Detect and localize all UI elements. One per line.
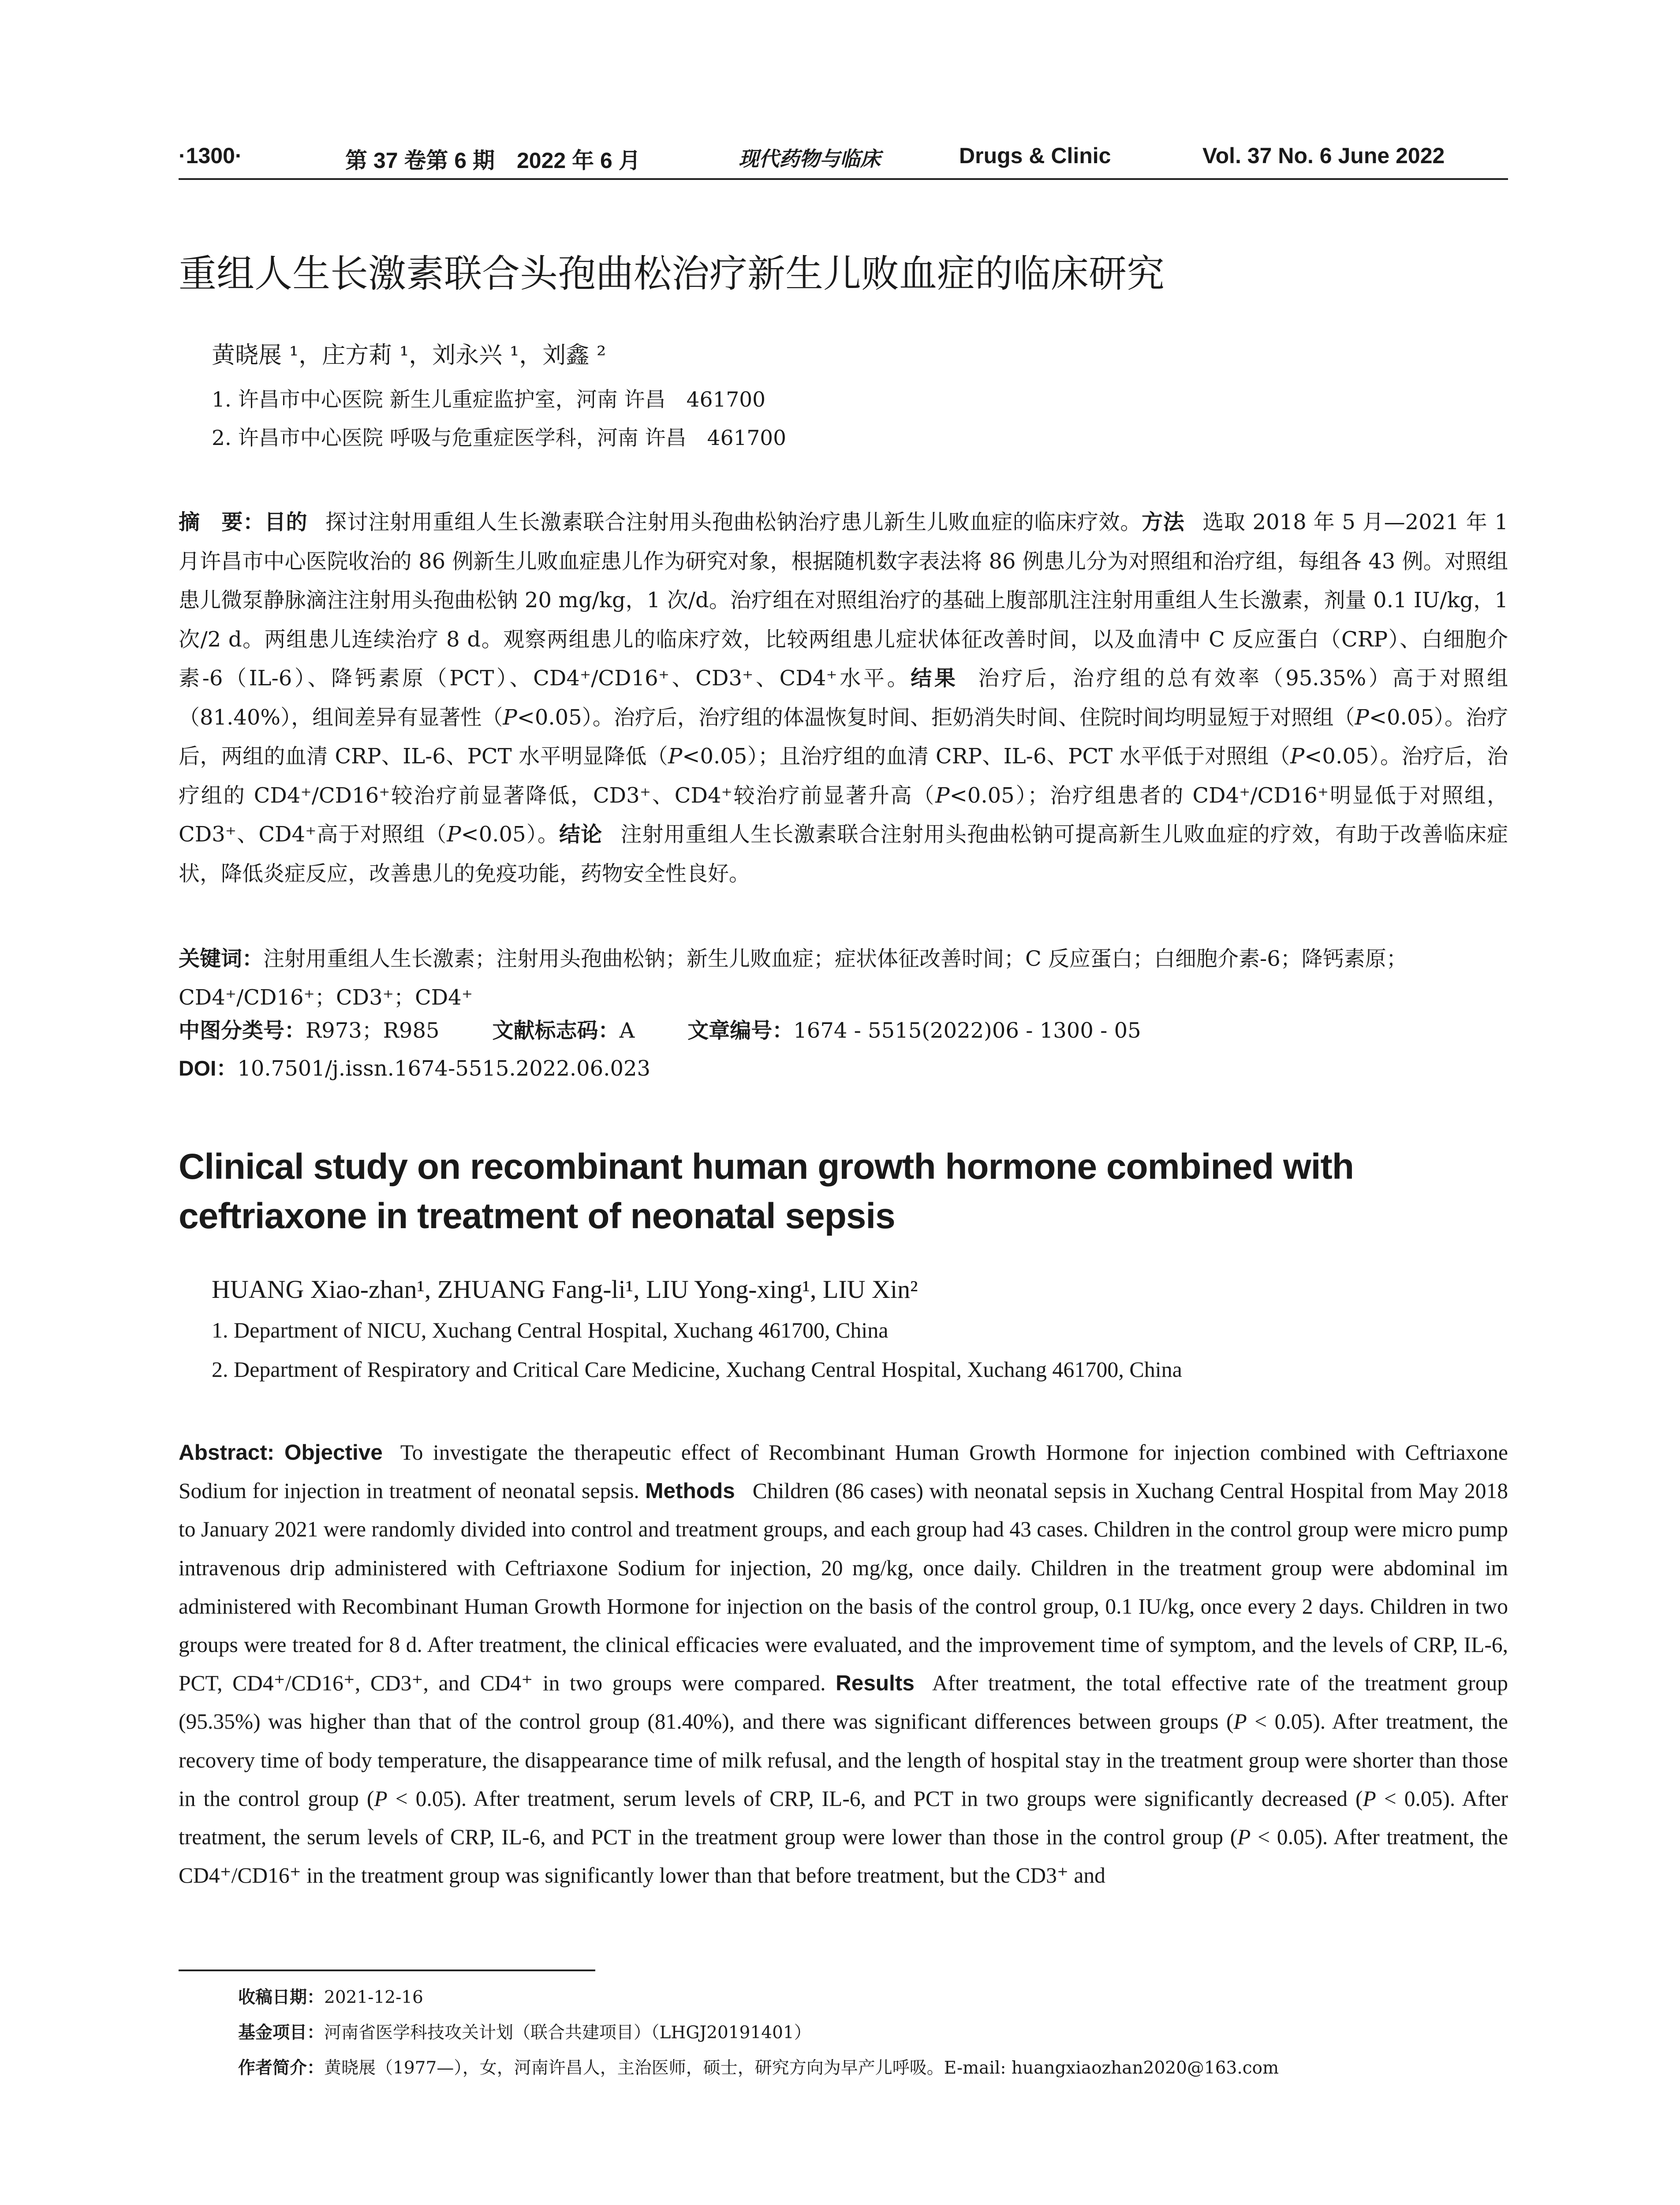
author-list-cn: 黄晓展 ¹，庄方莉 ¹，刘永兴 ¹，刘鑫 ² xyxy=(212,342,606,369)
keywords-label-cn: 关键词： xyxy=(179,946,264,971)
footnote-divider xyxy=(179,1970,595,1971)
article-number-label: 文章编号： xyxy=(687,1018,794,1043)
abstract-en xyxy=(179,1433,1508,1895)
methods-label-en: Methods xyxy=(645,1479,735,1503)
article-title-cn: 重组人生长激素联合头孢曲松治疗新生儿败血症的临床研究 xyxy=(179,252,1165,296)
issue-info-cn: 第 37 卷第 6 期 2022 年 6 月 xyxy=(345,148,641,173)
methods-text-cn: 选取 2018 年 5 月—2021 年 1 月许昌市中心医院收治的 86 例新生儿败血症患儿作为研究对象，根据随机数字表法将 86 例患儿分为对照组和治疗组，每组各 43 例。对照组患儿微泵静脉滴注注射用头孢曲松钠 20 mg/kg，1 次/d。治疗组在对照组治疗的基础上腹部肌注注射用重组人生长激素，剂量 0.1 IU/kg，1 次/2 d。两组患儿连续治疗 8 d。观察两组患儿的临床疗效，比较两组患儿症状体征改善时间，以及血清中 C 反应蛋白（CRP）、白细胞介素-6（IL-6）、降钙素原（PCT）、CD4⁺/CD16⁺、CD3⁺、CD4⁺水平。 xyxy=(179,510,1508,691)
doi-line xyxy=(179,1053,650,1084)
results-text-cn: 治疗后，治疗组的总有效率（95.35%）高于对照组（81.40%），组间差异有显著性（P<0.05）。治疗后，治疗组的体温恢复时间、拒奶消失时间、住院时间均明显短于对照组（P<0.05）。治疗后，两组的血清 CRP、IL-6、PCT 水平明显降低（P<0.05）；且治疗组的血清 CRP、IL-6、PCT 水平低于对照组（P<0.05）。治疗后，治疗组的 CD4⁺/CD16⁺较治疗前显著降低，CD3⁺、CD4⁺较治疗前显著升高（P<0.05）；治疗组患者的 CD4⁺/CD16⁺明显低于对照组，CD3⁺、CD4⁺高于对照组（P<0.05）。 xyxy=(179,666,1508,847)
issue-info-en: Vol. 37 No. 6 June 2022 xyxy=(1202,143,1445,168)
abstract-cn xyxy=(179,503,1508,893)
doc-code-label: 文献标志码： xyxy=(492,1018,620,1043)
doc-code-value: A xyxy=(619,1018,635,1043)
affiliation-en-1: 1. Department of NICU, Xuchang Central Hospital, Xuchang 461700, China xyxy=(212,1318,889,1342)
footnote-author-bio: 作者简介：黄晓展（1977—），女，河南许昌人，主治医师，硕士，研究方向为早产儿呼吸。E-mail: huangxiaozhan2020@163.com xyxy=(238,2058,1279,2078)
clc-label: 中图分类号： xyxy=(179,1018,306,1043)
doi-value: 10.7501/j.issn.1674-5515.2022.06.023 xyxy=(237,1056,651,1081)
journal-name-en: Drugs & Clinic xyxy=(959,143,1111,168)
article-title-en: Clinical study on recombinant human growth hormone combined with ceftriaxone in treatment of neonatal sepsis xyxy=(179,1147,1354,1236)
article-number-value: 1674 - 5515(2022)06 - 1300 - 05 xyxy=(793,1018,1141,1043)
methods-text-en: Children (86 cases) with neonatal sepsis in Xuchang Central Hospital from May 2018 to January 2021 were randomly divided into control and treatment groups, and each group had 43 cases. Children in the control group were micro pump intravenous drip administered with Ceftriaxone Sodium for injection, 20 mg/kg, once daily. Children in the treatment group were abdominal im administered with Recombinant Human Growth Hormone for injection on the basis of the control group, 0.1 IU/kg, once every 2 days. Children in two groups were treated for 8 d. After treatment, the clinical efficacies were evaluated, and the improvement time of symptom, and the levels of CRP, IL-6, PCT, CD4⁺/CD16⁺, CD3⁺, and CD4⁺ in two groups were compared. xyxy=(179,1479,1508,1696)
affiliation-cn-1: 1. 许昌市中心医院 新生儿重症监护室，河南 许昌 461700 xyxy=(212,388,766,412)
methods-label-cn: 方法 xyxy=(1142,510,1185,534)
objective-label-cn: 目的 xyxy=(264,510,308,534)
abstract-label-en: Abstract: xyxy=(179,1440,275,1465)
author-list-en: HUANG Xiao-zhan¹, ZHUANG Fang-li¹, LIU Yong-xing¹, LIU Xin² xyxy=(212,1275,918,1304)
page-number: ·1300· xyxy=(179,143,243,168)
abstract-label-cn: 摘 要： xyxy=(179,510,265,534)
footnote-funding: 基金项目：河南省医学科技攻关计划（联合共建项目）（LHGJ20191401） xyxy=(238,2023,811,2043)
doi-label: DOI： xyxy=(179,1057,238,1080)
clc-value: R973；R985 xyxy=(306,1018,440,1043)
footnote-received: 收稿日期：2021-12-16 xyxy=(238,1988,423,2007)
running-header xyxy=(179,140,1508,180)
results-label-en: Results xyxy=(836,1671,915,1696)
keywords-text-cn: 注射用重组人生长激素；注射用头孢曲松钠；新生儿败血症；症状体征改善时间；C 反应蛋白；白细胞介素-6；降钙素原；CD4⁺/CD16⁺；CD3⁺；CD4⁺ xyxy=(179,946,1407,1010)
classification-line xyxy=(179,1015,1141,1046)
results-text-en: After treatment, the total effective rate of the treatment group (95.35%) was higher than that of the control group (81.40%), and there was significant differences between groups (P < 0.05). After treatment, the recovery time of body temperature, the disappearance time of milk refusal, and the length of hospital stay in the treatment group were shorter than those in the control group (P < 0.05). After treatment, serum levels of CRP, IL-6, and PCT in two groups were significantly decreased (P < 0.05). After treatment, the serum levels of CRP, IL-6, and PCT in the treatment group were lower than those in the control group (P < 0.05). After treatment, the CD4⁺/CD16⁺ in the treatment group was significantly lower than that before treatment, but the CD3⁺ and xyxy=(179,1671,1508,1888)
conclusion-text-cn: 注射用重组人生长激素联合注射用头孢曲松钠可提高新生儿败血症的疗效，有助于改善临床症状，降低炎症反应，改善患儿的免疫功能，药物安全性良好。 xyxy=(179,822,1508,886)
results-label-cn: 结果 xyxy=(911,666,958,691)
objective-label-en: Objective xyxy=(284,1440,383,1465)
objective-text-en: To investigate the therapeutic effect of Recombinant Human Growth Hormone for injection combined with Ceftriaxone Sodium for injection in treatment of neonatal sepsis. xyxy=(179,1440,1508,1503)
journal-name-cn: 现代药物与临床 xyxy=(739,147,881,171)
objective-text-cn: 探讨注射用重组人生长激素联合注射用头孢曲松钠治疗患儿新生儿败血症的临床疗效。 xyxy=(325,510,1142,534)
affiliation-en-2: 2. Department of Respiratory and Critical Care Medicine, Xuchang Central Hospital, Xuchang 461700, China xyxy=(212,1357,1182,1382)
keywords-cn xyxy=(179,939,1508,1017)
affiliation-cn-2: 2. 许昌市中心医院 呼吸与危重症医学科，河南 许昌 461700 xyxy=(212,426,787,450)
conclusion-label-cn: 结论 xyxy=(559,822,603,847)
